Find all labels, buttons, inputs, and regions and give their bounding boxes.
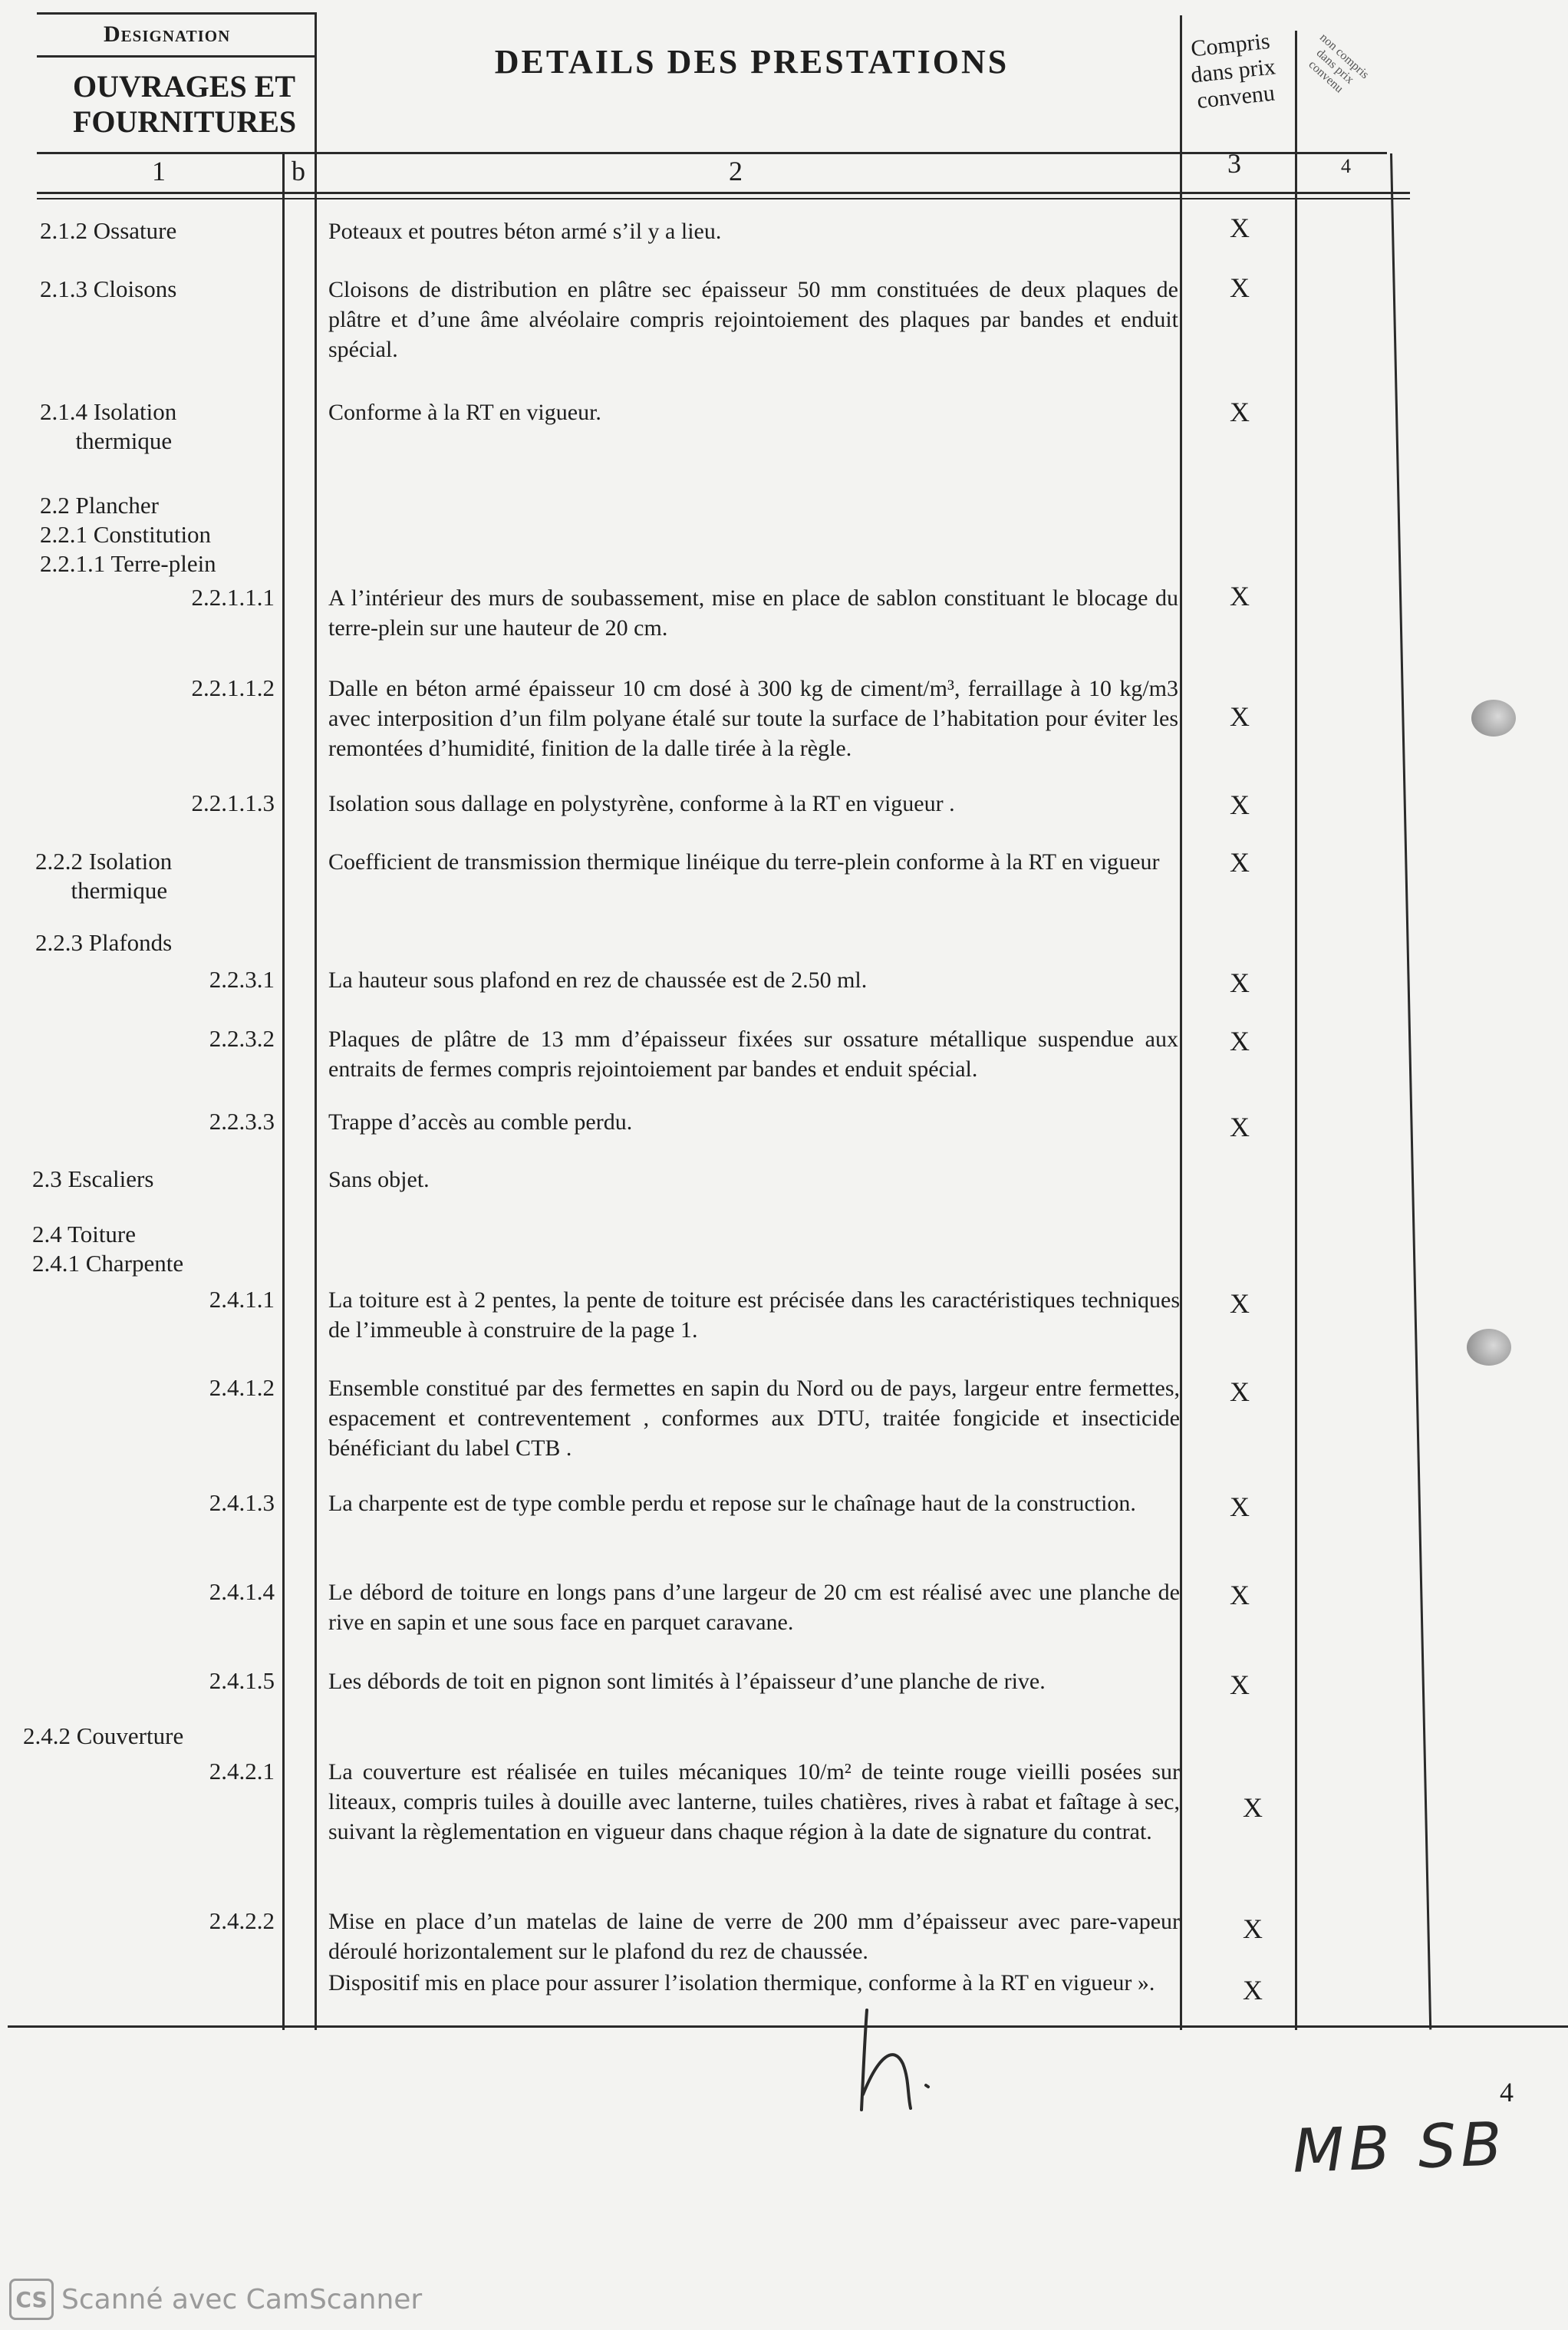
row-detail: La hauteur sous plafond en rez de chaussée est de 2.50 ml.: [328, 967, 868, 993]
row-included-mark: X: [1230, 1112, 1250, 1142]
row-included-mark: X: [1230, 397, 1250, 427]
header-col4: non compris dans prix convenu: [1306, 31, 1372, 96]
row-detail: Coefficient de transmission thermique linéique du terre-plein conforme à la RT en vigueur: [328, 849, 1160, 875]
row-included-mark: X: [1230, 1026, 1250, 1056]
row-subnumber: 2.2.3.2: [209, 1025, 275, 1052]
row-included-mark: X: [1230, 1376, 1250, 1407]
row-subnumber: 2.4.1.3: [209, 1489, 275, 1516]
row-detail: Le débord de toiture en longs pans d’une largeur de 20 cm est réalisé avec une planche de rive en sapin et une sous face en parquet caravane.: [328, 1580, 1180, 1635]
row-subnumber: 2.4.1.1: [209, 1286, 275, 1313]
row-included-mark: X: [1230, 213, 1250, 243]
row-detail: Ensemble constitué par des fermettes en sapin du Nord ou de pays, largeur entre fermettes, espacement et contreventement , conformes aux DTU, traitée fongicide et insecticide bénéficiant du label CTB .: [328, 1376, 1180, 1461]
row-designation: 2.2 Plancher 2.2.1 Constitution 2.2.1.1 Terre-plein: [40, 492, 216, 577]
column-number-2: 2: [729, 156, 743, 186]
row-included-mark: X: [1230, 1288, 1250, 1319]
column-number-1: 1: [152, 156, 166, 186]
column-divider-2: [1180, 15, 1182, 2030]
row-designation: 2.3 Escaliers: [32, 1165, 154, 1192]
row-detail: Les débords de toit en pignon sont limités à l’épaisseur d’une planche de rive.: [328, 1669, 1046, 1694]
column-number-3: 3: [1227, 148, 1241, 179]
row-subnumber: 2.2.1.1.3: [191, 789, 275, 816]
row-included-mark: X: [1230, 581, 1250, 611]
row-included-mark: X: [1243, 1913, 1263, 1944]
header-ouvrages: OUVRAGES ET FOURNITURES: [73, 69, 297, 139]
page-number: 4: [1500, 2077, 1514, 2108]
row-subnumber: 2.4.2.2: [209, 1907, 275, 1934]
row-included-mark: X: [1243, 1975, 1263, 2005]
row-designation: 2.2.2 Isolation thermique: [35, 848, 173, 904]
row-designation: 2.4.2 Couverture: [23, 1722, 184, 1749]
row-subnumber: 2.2.1.1.2: [191, 674, 275, 701]
punch-hole-bottom: [1467, 1329, 1511, 1366]
row-subnumber: 2.2.1.1.1: [191, 584, 275, 611]
row-included-mark: X: [1230, 1491, 1250, 1522]
row-included-mark: X: [1230, 789, 1250, 820]
row-designation: 2.1.2 Ossature: [40, 217, 177, 244]
row-subnumber: 2.4.1.2: [209, 1374, 275, 1401]
table-bottom-rule: [8, 2025, 1568, 2028]
row-detail: Dalle en béton armé épaisseur 10 cm dosé à 300 kg de ciment/m³, ferraillage à 10 kg/m3 avec interposition d’un film polyane étalé sur toute la surface de l’habitation pour éviter les remontées d’humidité, finition de la dalle tirée à la règle.: [328, 676, 1178, 761]
row-subnumber: 2.2.3.3: [209, 1108, 275, 1135]
column-number-rule: [37, 192, 1410, 194]
header-details: DETAILS DES PRESTATIONS: [494, 43, 1010, 81]
row-detail: Isolation sous dallage en polystyrène, conforme à la RT en vigueur .: [328, 791, 955, 816]
camscanner-logo-icon: CS: [9, 2279, 54, 2320]
column-divider-b: [282, 153, 285, 2030]
row-detail: La charpente est de type comble perdu et repose sur le chaînage haut de la construction.: [328, 1491, 1136, 1516]
row-included-mark: X: [1230, 272, 1250, 303]
row-detail: Poteaux et poutres béton armé s’il y a lieu.: [328, 219, 722, 244]
row-detail: Dispositif mis en place pour assurer l’isolation thermique, conforme à la RT en vigueur ».: [328, 1970, 1155, 1995]
row-included-mark: X: [1243, 1792, 1263, 1823]
row-detail: Cloisons de distribution en plâtre sec épaisseur 50 mm constituées de deux plaques de plâtre et d’une âme alvéolaire compris rejointoiement des plaques par bandes et enduit spécial.: [328, 277, 1178, 362]
row-detail: Conforme à la RT en vigueur.: [328, 400, 601, 425]
row-included-mark: X: [1230, 847, 1250, 878]
row-subnumber: 2.4.1.4: [209, 1578, 275, 1605]
row-included-mark: X: [1230, 1580, 1250, 1610]
camscanner-watermark: [9, 2279, 422, 2320]
designation-underline: [37, 55, 315, 58]
column-number-rule-2: [37, 198, 1410, 199]
row-included-mark: X: [1230, 1669, 1250, 1700]
column-divider-4: [1390, 153, 1431, 2030]
row-detail: La toiture est à 2 pentes, la pente de toiture est précisée dans les caractéristiques techniques de l’immeuble à construire de la page 1.: [328, 1287, 1180, 1343]
row-detail: Mise en place d’un matelas de laine de verre de 200 mm d’épaisseur avec pare-vapeur déroulé horizontalement sur le plafond du rez de chaussée.: [328, 1909, 1180, 1964]
row-included-mark: X: [1230, 701, 1250, 732]
column-divider-1: [315, 12, 317, 2030]
row-detail: A l’intérieur des murs de soubassement, mise en place de sablon constituant le blocage du terre-plein sur une hauteur de 20 cm.: [328, 585, 1178, 641]
row-designation: 2.2.3 Plafonds: [35, 929, 173, 956]
row-subnumber: 2.2.3.1: [209, 966, 275, 993]
row-subnumber: 2.4.1.5: [209, 1667, 275, 1694]
row-detail: Plaques de plâtre de 13 mm d’épaisseur fixées sur ossature métallique suspendue aux entraits de fermes compris rejointoiement par bandes et enduit spécial.: [328, 1027, 1178, 1082]
row-detail: Trappe d’accès au comble perdu.: [328, 1109, 633, 1135]
row-detail: La couverture est réalisée en tuiles mécaniques 10/m² de teinte rouge vieilli posées sur liteaux, compris tuiles à douille avec lanterne, tuiles chatières, rives à rabat et faîtage à sec, suivant la règlementation en vigueur dans chaque région à la date de signature du contrat.: [328, 1759, 1180, 1844]
row-designation: 2.1.3 Cloisons: [40, 275, 177, 302]
row-designation: 2.1.4 Isolation thermique: [40, 398, 177, 454]
punch-hole-top: [1471, 700, 1516, 737]
row-designation: 2.4 Toiture 2.4.1 Charpente: [32, 1221, 184, 1277]
column-number-b: b: [292, 156, 305, 186]
header-top-rule: [37, 12, 315, 15]
handwritten-initials: MB SB: [1291, 2110, 1508, 2187]
header-bottom-rule: [37, 152, 1387, 154]
header-designation: Designation: [104, 21, 231, 47]
row-subnumber: 2.4.2.1: [209, 1758, 275, 1785]
column-divider-3: [1295, 31, 1297, 2030]
handwritten-initial-signature: [855, 2002, 940, 2117]
column-number-4: 4: [1341, 155, 1351, 177]
header-compris: Compris dans prix convenu: [1189, 28, 1277, 114]
row-included-mark: X: [1230, 967, 1250, 998]
watermark-text: Scanné avec CamScanner: [61, 2283, 423, 2315]
row-detail: Sans objet.: [328, 1167, 430, 1192]
